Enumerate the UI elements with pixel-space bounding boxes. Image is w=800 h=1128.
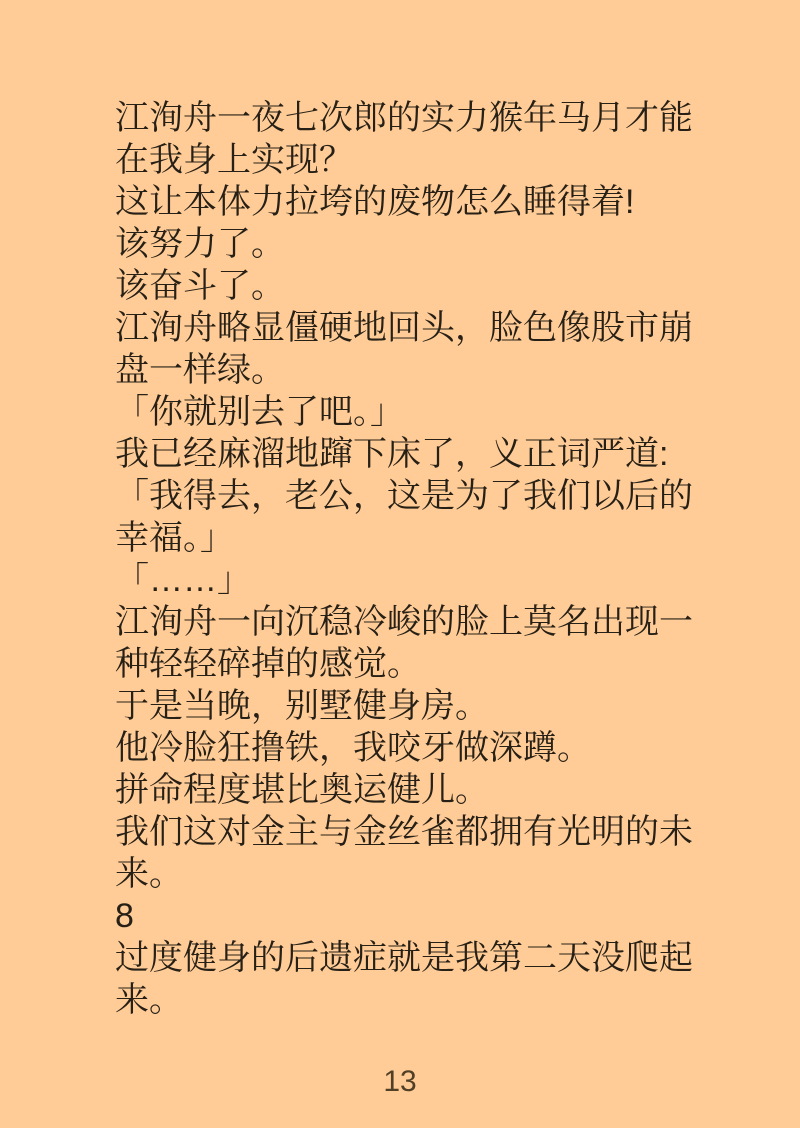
text-line: 我们这对金主与金丝雀都拥有光明的未 bbox=[115, 813, 693, 851]
text-line: 「我得去，老公，这是为了我们以后的 bbox=[115, 477, 693, 515]
text-line: 「你就别去了吧。」 bbox=[115, 393, 404, 431]
text-line: 拼命程度堪比奥运健儿。 bbox=[115, 771, 489, 809]
text-line: 过度健身的后遗症就是我第二天没爬起 bbox=[115, 939, 693, 977]
text-line: 该奋斗了。 bbox=[115, 267, 285, 305]
section-number: 8 bbox=[115, 897, 134, 935]
text-line: 在我身上实现？ bbox=[115, 141, 353, 179]
text-line: 江洵舟一夜七次郎的实力猴年马月才能 bbox=[115, 99, 693, 137]
text-line: 他冷脸狂撸铁，我咬牙做深蹲。 bbox=[115, 729, 591, 767]
text-line: 幸福。」 bbox=[115, 519, 234, 557]
text-line: 于是当晚，别墅健身房。 bbox=[115, 687, 489, 725]
text-line: 这让本体力拉垮的废物怎么睡得着! bbox=[115, 183, 635, 221]
text-line: 江洵舟一向沉稳冷峻的脸上莫名出现一 bbox=[115, 603, 693, 641]
text-line: 江洵舟略显僵硬地回头，脸色像股市崩 bbox=[115, 309, 693, 347]
text-line: 「……」 bbox=[115, 561, 251, 599]
page-number: 13 bbox=[383, 1065, 417, 1098]
text-line: 该努力了。 bbox=[115, 225, 285, 263]
text-line: 我已经麻溜地蹿下床了，义正词严道: bbox=[115, 435, 669, 473]
text-line: 来。 bbox=[115, 981, 183, 1019]
text-line: 来。 bbox=[115, 855, 183, 893]
body-text bbox=[115, 97, 695, 1021]
text-line: 盘一样绿。 bbox=[115, 351, 285, 389]
text-line: 种轻轻碎掉的感觉。 bbox=[115, 645, 421, 683]
